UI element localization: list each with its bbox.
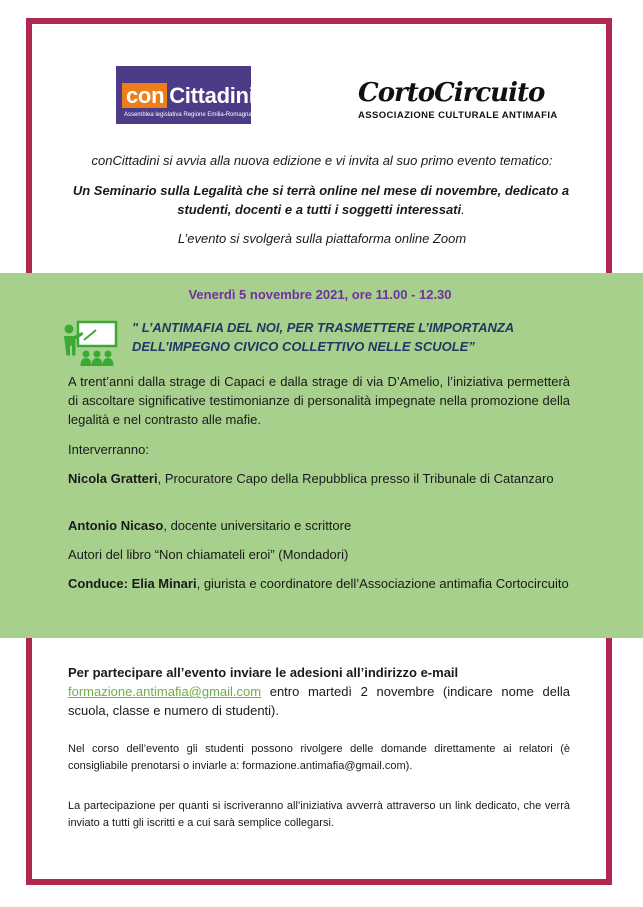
participation-instructions — [68, 663, 570, 720]
logo-con-text: con — [122, 83, 167, 108]
host-label: Conduce: — [68, 576, 132, 591]
concittadini-logo — [116, 66, 255, 124]
page-border-top — [26, 18, 612, 24]
seminar-bold-text: Un Seminario sulla Legalità che si terrà online nel mese di novembre, dedicato a studenti, docenti e a tutti i soggetti interessati — [72, 183, 570, 217]
host-line — [68, 574, 570, 593]
cortocircuito-logo — [358, 78, 558, 134]
zoom-platform-line: L’evento si svolgerà sulla piattaforma online Zoom — [177, 231, 467, 246]
logo-cittadini-text: Cittadini — [169, 83, 255, 108]
questions-note: Nel corso dell’evento gli studenti possono rivolgere delle domande direttamente ai relatori (è consigliabile prenotarsi o inviarle a: formazione.antimafia@gmail.com). — [68, 743, 570, 772]
seminar-end: . — [461, 202, 465, 217]
event-description: A trent’anni dalla strage di Capaci e dalla strage di via D’Amelio, l’iniziativa permetterà di ascoltare significative testimonianze di personalità impegnate nella promozione della legalità e nel contrasto alle mafie. — [68, 374, 570, 427]
link-note: La partecipazione per quanti si iscriveranno all’iniziativa avverrà attraverso un link dedicato, che verrà inviato a tutti gli iscritti e a cui sarà semplice collegarsi. — [68, 800, 570, 829]
host-role: , giurista e coordinatore dell’Associazione antimafia Cortocircuito — [196, 576, 569, 591]
teacher-presentation-icon — [62, 320, 120, 368]
registration-email-link[interactable]: formazione.antimafia@gmail.com — [68, 684, 262, 699]
speaker-role: , Procuratore Capo della Repubblica presso il Tribunale di Catanzaro — [157, 471, 554, 486]
speaker-nicaso — [68, 516, 570, 535]
book-authors-line: Autori del libro “Non chiamateli eroi” (Mondadori) — [68, 547, 349, 562]
speakers-heading: Interverranno: — [68, 442, 149, 457]
speaker-gratteri — [68, 469, 570, 488]
host-name: Elia Minari — [131, 576, 197, 591]
logo-cortocircuito-title: CortoCircuito — [358, 78, 545, 108]
speaker-name: Antonio Nicaso — [68, 518, 164, 533]
speaker-role: , docente universitario e scrittore — [163, 518, 352, 533]
logo-concittadini-subtitle: Assemblea legislativa Regione Emilia-Romagna — [124, 112, 252, 118]
participation-rest: entro martedì 2 novembre (indicare nome della scuola, classe e numero di studenti). — [68, 684, 570, 718]
participation-bold: Per partecipare all’evento inviare le adesioni all’indirizzo e-mail — [68, 665, 459, 680]
event-title: " L’ANTIMAFIA DEL NOI, PER TRASMETTERE L’IMPORTANZA DELL’IMPEGNO CIVICO COLLETTIVO NELLE SCUOLE” — [132, 320, 514, 354]
event-date: Venerdì 5 novembre 2021, ore 11.00 - 12.30 — [188, 287, 452, 302]
speaker-name: Nicola Gratteri — [68, 471, 158, 486]
seminar-announcement — [66, 181, 576, 219]
intro-line: conCittadini si avvia alla nuova edizione e vi invita al suo primo evento tematico: — [91, 153, 553, 168]
logo-cortocircuito-subtitle: ASSOCIAZIONE CULTURALE ANTIMAFIA — [358, 110, 558, 121]
page-border-bottom — [26, 879, 612, 885]
